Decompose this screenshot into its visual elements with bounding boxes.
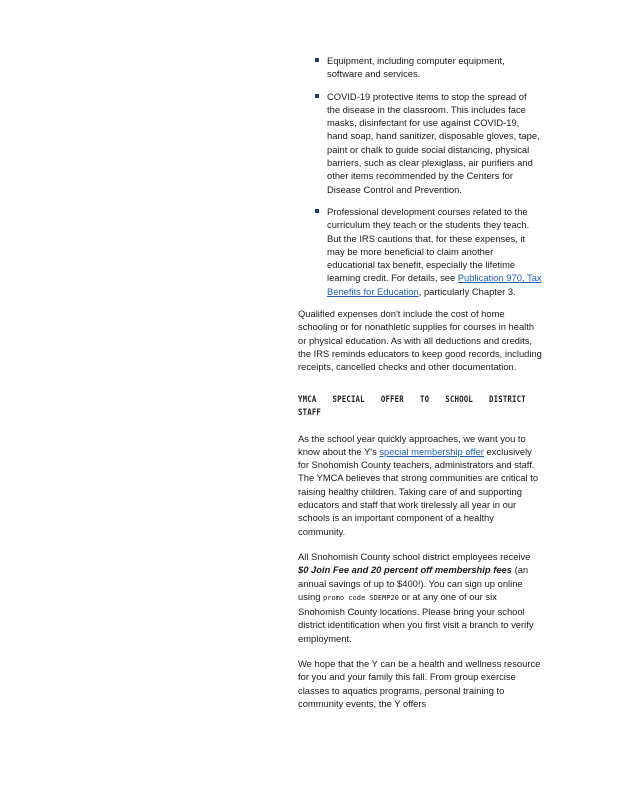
special-membership-offer-link[interactable]: special membership offer bbox=[379, 445, 484, 457]
expense-bullet-list bbox=[298, 54, 542, 298]
offer-text-after: or at any one of our six Snohomish County locations. Please bring your school district identification when you first visit a branch to verify employment. bbox=[298, 590, 534, 644]
bullet-text: COVID-19 protective items to stop the spread of the disease in the classroom. This includes face masks, disinfectant for use against COVID-19, hand soap, hand sanitizer, disposable gloves, tape, paint or chalk to guide social distancing, physical barriers, such as clear plexiglass, air purifiers and other items recommended by the Centers for Disease Control and Prevention. bbox=[327, 90, 540, 195]
offer-text: All Snohomish County school district employees receive bbox=[298, 550, 531, 562]
bullet-icon bbox=[315, 209, 319, 213]
list-item bbox=[327, 205, 542, 298]
publication-970-link[interactable]: Publication 970, Tax Benefits for Education bbox=[327, 272, 542, 297]
offer-text-mid: (an annual savings of up to $400!). You can sign up online using bbox=[298, 564, 529, 602]
offer-highlight: $0 Join Fee and 20 percent off membership fees bbox=[298, 564, 512, 576]
list-item bbox=[327, 54, 542, 81]
section-heading: YMCA SPECIAL OFFER TO SCHOOL DISTRICT STAFF bbox=[298, 394, 526, 418]
bullet-icon bbox=[315, 58, 319, 62]
bullet-text-after: , particularly Chapter 3. bbox=[418, 285, 516, 297]
offer-paragraph bbox=[298, 550, 542, 645]
bullet-text: Professional development courses related to the curriculum they teach or the students they teach. But the IRS cautions that, for these expenses, it may be more beneficial to claim another educational tax benefit, especially the lifetime learning credit. For details, see bbox=[327, 205, 530, 284]
bullet-icon bbox=[315, 94, 319, 98]
list-item bbox=[327, 90, 542, 196]
text-column bbox=[298, 54, 542, 710]
ymca-intro-text: As the school year quickly approaches, we want you to know about the Y's bbox=[298, 432, 526, 457]
qualified-expenses-paragraph: Qualified expenses don't include the cost of home schooling or for nonathletic supplies for courses in health or physical education. As with all deductions and credits, the IRS reminds educators to keep good records, including receipts, cancelled checks and other documentation. bbox=[298, 308, 542, 373]
hope-paragraph: We hope that the Y can be a health and wellness resource for you and your family this fall. From group exercise classes to aquatics programs, personal training to community events, the Y offers bbox=[298, 657, 541, 709]
promo-code: promo code SDEMP20 bbox=[323, 593, 399, 602]
ymca-intro-paragraph bbox=[298, 432, 542, 538]
bullet-text: Equipment, including computer equipment, software and services. bbox=[327, 55, 505, 80]
ymca-intro-text-after: exclusively for Snohomish County teachers, administrators and staff. The YMCA believes that strong communities are critical to raising healthy children. Taking care of and supporting educators and staff that work tirelessly all year in our schools is an important component of a healthy community. bbox=[298, 445, 539, 537]
